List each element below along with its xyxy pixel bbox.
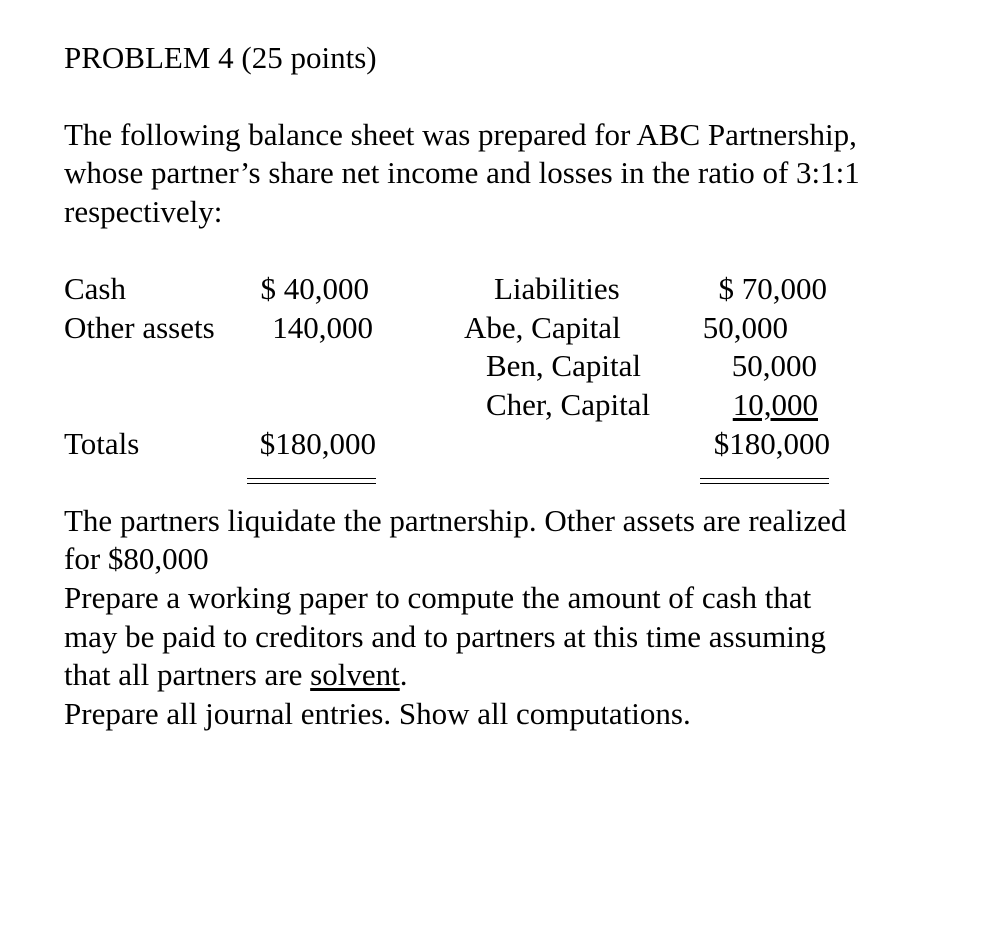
intro-line-3: respectively: bbox=[64, 194, 223, 229]
liab-amount-ben: 50,000 bbox=[731, 348, 817, 383]
liab-amount-cher: 10,000 bbox=[732, 387, 818, 422]
instructions-line-1: The partners liquidate the partnership. Other assets are realized bbox=[64, 503, 847, 538]
instructions-line-5-prefix: that all partners are bbox=[64, 657, 311, 692]
solvent-underlined: solvent bbox=[310, 657, 400, 692]
asset-label-other: Other assets bbox=[64, 310, 215, 345]
liab-label-ben: Ben, Capital bbox=[486, 348, 641, 383]
intro-line-2: whose partner’s share net income and losses in the ratio of 3:1:1 bbox=[64, 155, 860, 190]
instructions-line-5-suffix: . bbox=[399, 657, 408, 692]
problem-heading: PROBLEM 4 (25 points) bbox=[64, 40, 377, 75]
instructions-line-6: Prepare all journal entries. Show all computations. bbox=[64, 696, 691, 731]
instructions-line-3: Prepare a working paper to compute the amount of cash that bbox=[64, 580, 812, 615]
asset-amount-other: 140,000 bbox=[272, 310, 373, 345]
asset-label-cash: Cash bbox=[64, 271, 126, 306]
assets-total-amount: $180,000 bbox=[259, 426, 376, 461]
asset-amount-cash: $ 40,000 bbox=[260, 271, 369, 306]
intro-line-1: The following balance sheet was prepared for ABC Partnership, bbox=[64, 117, 857, 152]
instructions-line-5 bbox=[64, 656, 407, 694]
liab-amount-liabilities: $ 70,000 bbox=[718, 271, 827, 306]
instructions-line-4: may be paid to creditors and to partners at this time assuming bbox=[64, 619, 826, 654]
liab-double-rule bbox=[700, 478, 829, 484]
liab-total-amount: $180,000 bbox=[713, 426, 830, 461]
liab-label-liabilities: Liabilities bbox=[494, 271, 620, 306]
liab-label-abe: Abe, Capital bbox=[464, 310, 621, 345]
liab-amount-abe: 50,000 bbox=[702, 310, 788, 345]
assets-total-label: Totals bbox=[64, 426, 140, 461]
assets-double-rule bbox=[247, 478, 376, 484]
instructions-line-2: for $80,000 bbox=[64, 541, 209, 576]
liab-label-cher: Cher, Capital bbox=[486, 387, 651, 422]
